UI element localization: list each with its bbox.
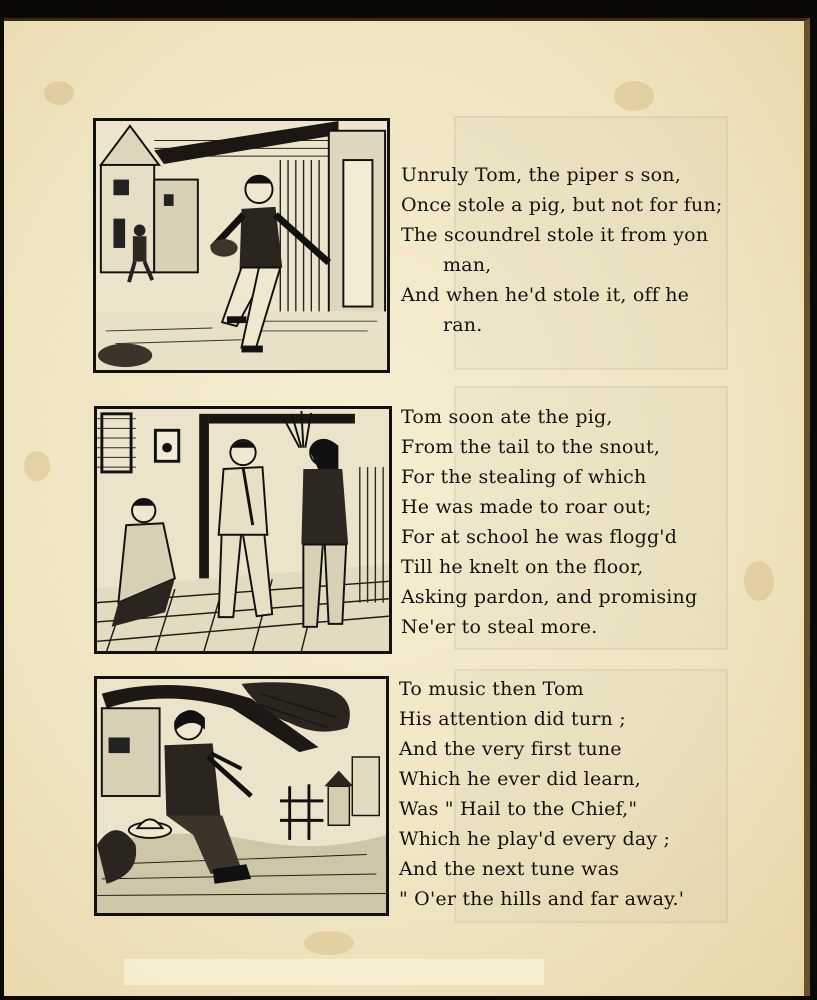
woodcut-tom-flogged-at-school — [94, 406, 392, 654]
book-page — [4, 18, 810, 996]
foxing-spot — [744, 561, 774, 601]
verse-line: Was " Hail to the Chief," — [399, 798, 638, 820]
verse-line: For the stealing of which — [401, 466, 647, 488]
verse-line: And when he'd stole it, off he — [401, 284, 690, 306]
verse-line: Asking pardon, and promising — [401, 586, 698, 608]
foxing-spot — [24, 451, 50, 481]
verse-line: And the next tune was — [399, 858, 620, 880]
stanza-1 — [401, 160, 723, 340]
woodcut-tom-running-with-pig — [93, 118, 390, 373]
stanza-2 — [401, 402, 697, 642]
verse-line: And the very first tune — [399, 738, 622, 760]
verse-line: Unruly Tom, the piper s son, — [401, 164, 681, 186]
verse-line: ran. — [443, 314, 483, 336]
verse-line: From the tail to the snout, — [401, 436, 661, 458]
verse-line: Which he ever did learn, — [399, 768, 641, 790]
woodcut-tom-playing-pipe — [94, 676, 389, 916]
verse-line: " O'er the hills and far away.' — [399, 888, 685, 910]
verse-line: Ne'er to steal more. — [401, 616, 598, 638]
verse-line: To music then Tom — [399, 678, 584, 700]
foxing-spot — [304, 931, 354, 955]
verse-line: The scoundrel stole it from yon — [401, 224, 709, 246]
verse-line: His attention did turn ; — [399, 708, 626, 730]
stanza-3 — [399, 674, 684, 914]
paper-abrasion — [124, 959, 544, 985]
verse-line: Once stole a pig, but not for fun; — [401, 194, 723, 216]
verse-line: For at school he was flogg'd — [401, 526, 678, 548]
verse-line: Tom soon ate the pig, — [401, 406, 613, 428]
verse-line: Till he knelt on the floor, — [401, 556, 644, 578]
foxing-spot — [44, 81, 74, 105]
foxing-spot — [614, 81, 654, 111]
verse-line: He was made to roar out; — [401, 496, 652, 518]
verse-line: Which he play'd every day ; — [399, 828, 671, 850]
verse-line: man, — [443, 254, 492, 276]
